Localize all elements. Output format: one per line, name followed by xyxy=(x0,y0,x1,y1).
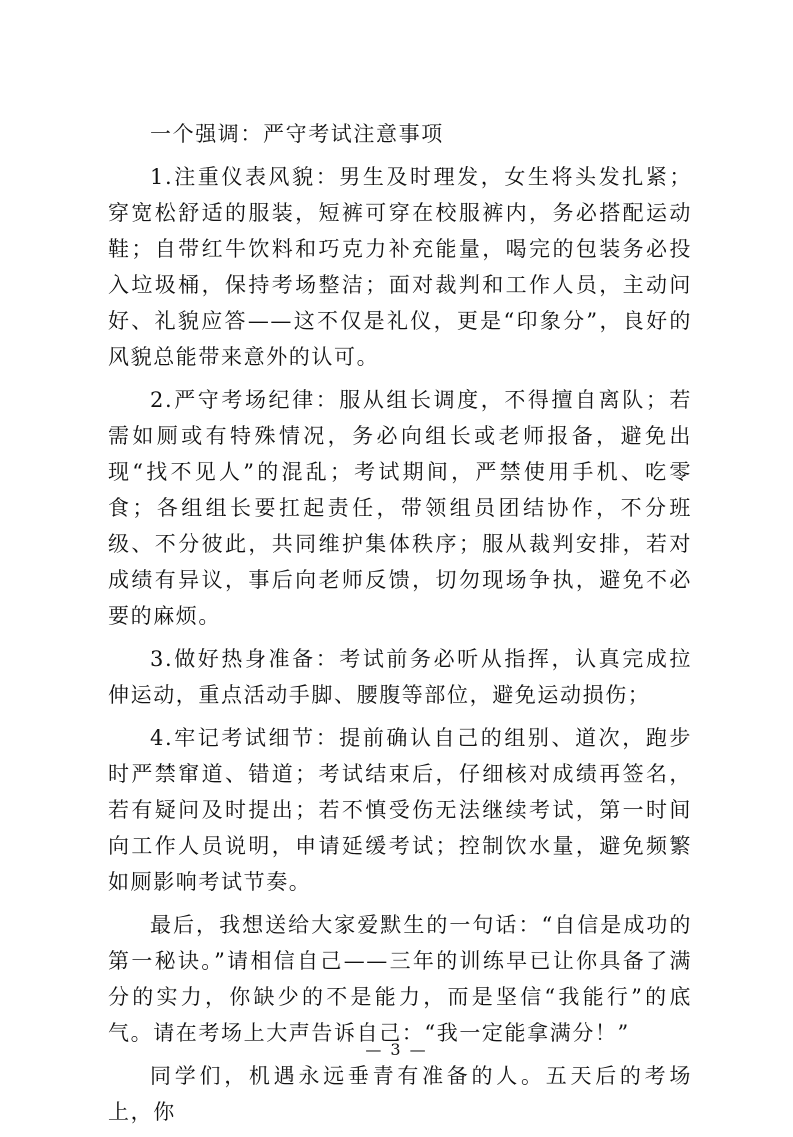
paragraph-final: 同学们，机遇永远垂青有准备的人。五天后的考场上，你 xyxy=(108,1064,692,1124)
paragraph-item-3: 3.做好热身准备：考试前务必听从指挥，认真完成拉伸运动，重点活动手脚、腰腹等部位，避免运动损伤； xyxy=(108,647,692,707)
document-body xyxy=(108,116,692,1137)
paragraph-item-1: 1.注重仪表风貌：男生及时理发，女生将头发扎紧；穿宽松舒适的服装，短裤可穿在校服裤内，务必搭配运动鞋；自带红牛饮料和巧克力补充能量，喝完的包装务必投入垃圾桶，保持考场整洁；面对裁判和工作人员，主动问好、礼貌应答——这不仅是礼仪，更是“印象分”，良好的风貌总能带来意外的认可。 xyxy=(108,165,692,369)
paragraph-item-4: 4.牢记考试细节：提前确认自己的组别、道次，跑步时严禁窜道、错道；考试结束后，仔细核对成绩再签名，若有疑问及时提出；若不慎受伤无法继续考试，第一时间向工作人员说明，申请延缓考试；控制饮水量，避免频繁如厕影响考试节奏。 xyxy=(108,726,692,894)
paragraph-closing-quote: 最后，我想送给大家爱默生的一句话：“自信是成功的第一秘诀。”请相信自己——三年的训练早已让你具备了满分的实力，你缺少的不是能力，而是坚信“我能行”的底气。请在考场上大声告诉自己：“我一定能拿满分！” xyxy=(108,913,692,1045)
paragraph-item-2: 2.严守考场纪律：服从组长调度，不得擅自离队；若需如厕或有特殊情况，务必向组长或老师报备，避免出现“找不见人”的混乱；考试期间，严禁使用手机、吃零食；各组组长要扛起责任，带领组员团结协作，不分班级、不分彼此，共同维护集体秩序；服从裁判安排，若对成绩有异议，事后向老师反馈，切勿现场争执，避免不必要的麻烦。 xyxy=(108,388,692,628)
page-number: — 3 — xyxy=(365,1040,428,1059)
section-heading: 一个强调：严守考试注意事项 xyxy=(150,122,444,146)
